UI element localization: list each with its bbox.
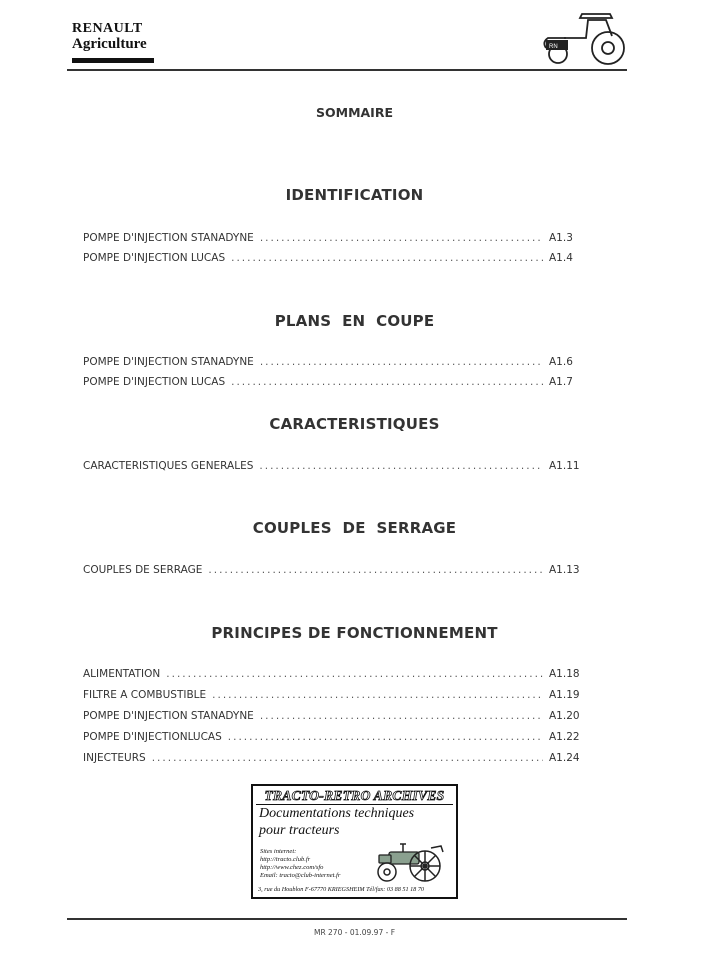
section-heading-principes-de-fonctionnement: PRINCIPES DE FONCTIONNEMENT (211, 624, 498, 642)
toc-entry[interactable] (83, 232, 583, 248)
toc-leader-dots (260, 710, 543, 722)
toc-entry-label: POMPE D'INJECTIONLUCAS (83, 731, 222, 743)
toc-leader-dots (259, 460, 543, 472)
toc-entry-label: ALIMENTATION (83, 668, 161, 680)
renault-agriculture-logo (72, 22, 147, 52)
toc-entry-page: A1.18 (549, 668, 580, 680)
toc-entry-page: A1.22 (549, 731, 580, 743)
stamp-site1: http://tracto.club.fr (260, 856, 311, 863)
toc-entry-label: POMPE D'INJECTION STANADYNE (83, 710, 254, 722)
toc-entry[interactable] (83, 689, 583, 705)
footer-rule (67, 918, 627, 920)
toc-entry[interactable] (83, 564, 583, 580)
page-title: SOMMAIRE (316, 105, 393, 120)
toc-leader-dots (166, 668, 543, 680)
toc-entry[interactable] (83, 376, 583, 392)
stamp-divider (256, 804, 453, 805)
toc-leader-dots (208, 564, 543, 576)
toc-leader-dots (152, 752, 543, 764)
toc-entry-page: A1.4 (549, 252, 573, 264)
toc-entry[interactable] (83, 752, 583, 768)
toc-entry-page: A1.6 (549, 356, 573, 368)
document-reference: MR 270 - 01.09.97 - F (313, 928, 396, 937)
section-heading-caracteristiques: CARACTERISTIQUES (269, 415, 440, 433)
toc-entry[interactable] (83, 668, 583, 684)
toc-entry-page: A1.11 (549, 460, 580, 472)
toc-entry[interactable] (83, 731, 583, 747)
toc-entry-page: A1.20 (549, 710, 580, 722)
toc-entry[interactable] (83, 460, 583, 476)
toc-entry-label: POMPE D'INJECTION LUCAS (83, 376, 226, 388)
toc-entry-label: FILTRE A COMBUSTIBLE (83, 689, 207, 701)
toc-entry-page: A1.3 (549, 232, 573, 244)
toc-entry-page: A1.13 (549, 564, 580, 576)
stamp-address: 3, rue du Houblon F-67770 KRIEGSHEIM Tél/fax: 03 88 51 18 70 (258, 886, 425, 893)
toc-leader-dots (228, 731, 543, 743)
section-heading-identification: IDENTIFICATION (285, 186, 424, 204)
brand-line2: Agriculture (72, 36, 147, 52)
toc-entry-label: POMPE D'INJECTION STANADYNE (83, 356, 254, 368)
toc-entry-label: COUPLES DE SERRAGE (83, 564, 203, 576)
stamp-sites-label: Sites internet: (260, 848, 297, 855)
toc-leader-dots (260, 232, 543, 244)
toc-leader-dots (231, 376, 543, 388)
toc-entry[interactable] (83, 356, 583, 372)
toc-entry[interactable] (83, 252, 583, 268)
toc-leader-dots (260, 356, 543, 368)
header-rule (67, 69, 627, 71)
toc-entry-label: POMPE D'INJECTION STANADYNE (83, 232, 254, 244)
tracto-retro-archives-stamp (251, 784, 458, 899)
toc-entry-label: INJECTEURS (83, 752, 146, 764)
svg-text:RN: RN (549, 44, 558, 50)
brand-underline-bar (72, 58, 154, 63)
toc-entry-label: CARACTERISTIQUES GENERALES (83, 460, 254, 472)
toc-entry-page: A1.19 (549, 689, 580, 701)
section-heading-plans-en-coupe: PLANS EN COUPE (274, 312, 435, 330)
toc-leader-dots (212, 689, 543, 701)
vintage-tractor-icon (371, 838, 453, 884)
section-heading-couples-de-serrage: COUPLES DE SERRAGE (252, 519, 457, 537)
brand-line1: RENAULT (72, 21, 143, 36)
toc-entry-page: A1.24 (549, 752, 580, 764)
stamp-subtitle-line1: Documentations techniques (259, 806, 415, 821)
toc-entry-page: A1.7 (549, 376, 573, 388)
stamp-site2: http://www.chez.com/sfo (260, 864, 324, 871)
toc-entry-label: POMPE D'INJECTION LUCAS (83, 252, 226, 264)
stamp-subtitle-line2: pour tracteurs (259, 823, 340, 838)
toc-leader-dots (231, 252, 543, 264)
stamp-email: Email: tracto@club-internet.fr (260, 872, 341, 879)
toc-entry[interactable] (83, 710, 583, 726)
tractor-outline-icon (536, 8, 628, 66)
stamp-title: TRACTO-RETRO ARCHIVES (264, 788, 445, 803)
